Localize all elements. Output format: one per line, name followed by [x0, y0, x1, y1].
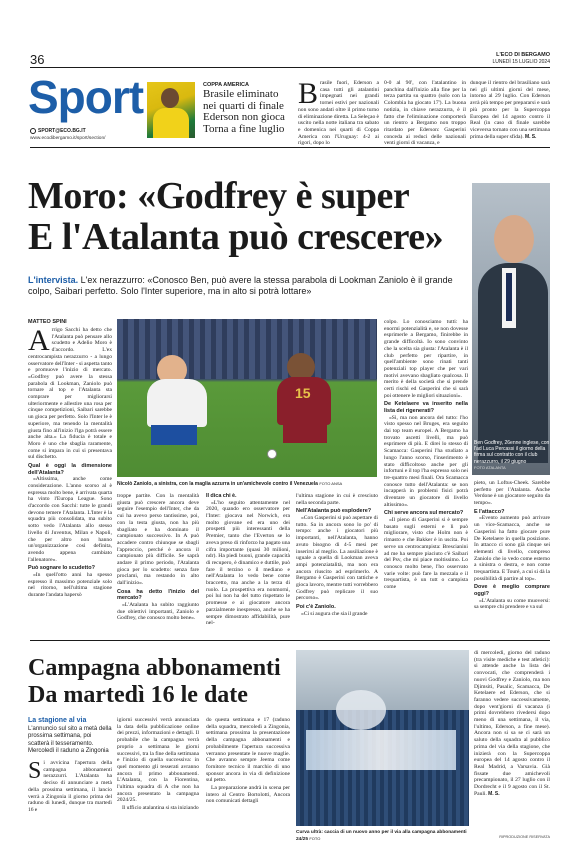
publication-name: L'ECO DI BERGAMO — [496, 52, 550, 58]
portrait-credit: FOTO ATALANTA — [474, 464, 506, 470]
copa-col-1 — [298, 77, 379, 147]
answer-7: «Sì, ma non ancora del tutto: l'ho visto spesso nel Bruges, era seguito dai top team europei. A Bergamo ha trovato ascetti livelli, ma può esprimere di più. E direi lo stesso di Scamacca: Gasperini l'ha studiato a lungo l'anno scorso, l'inserimento è stato difficoltoso anche per gli infortuni e il top l'ha espresso solo nei tre-quattro mesi finali. Ora Scamacca conosce tutto dell'Atalanta: se non incapperà in problemi fisici potrà diventare un giocatore di livello altissimo». — [384, 414, 468, 508]
answer-5: «Con Gasperini si può aspettare di tutto. Sa in ancora sono lo po' di tempo: anche i giocatori più importanti, nell'Atalanta, hanno avuto bisogno di 4-5 mesi per inserirsi al meglio. La ausiliazione è uguale a quella di Lookman aveva ampi potenziatalità, ma non era ancora riuscito ad esprimerlo. A Bergamo è Gasperini con tattiche e gioca lavoro, mentre tutti vorrebbero Godfrey può replicare il suo percorso». — [296, 515, 378, 602]
copa-text-2: 0-0 al 90', con l'atalantino in panchina dall'inizio alla fine per la terza partita su quattro (solo con la Colombia ha giocato 17'). La buona notizia, in chiave nerazzurra, è il fatto che l'eliminazione comporterà un rientro a Bergamo non troppo ritardato per Ederson: Gasperini conceda ai reduci delle nazionali venti giorni di vacanza, e — [384, 80, 466, 147]
ederson-thumbnail — [147, 82, 195, 138]
campaign-kicker: La stagione al via — [28, 717, 87, 724]
answer-4: «L'ho seguito attentamente nel 2020, quando ero osservatore per l'Inter: giocava nel Norwich, era molto giovane ed era uno dei prospetti più interessanti della Premier, tanto che l'Everton se lo aveva preso di rinforzo ha pagato una cifra importante (quasi 30 milioni, ndr). Ha piedi buoni, grande capacità di recupero, è dinamico e duttile, può fare il terzino o il mediano e nell'Atalanta lo vedo bene come braccetto, ma anche a la terza di ruolo. La prospettiva era nonmorni, poi lui non ha del tutto rispettato le promesse e ai giocatore ancora parzialmente inespresso, anche se ha sempre dimostrato affidabilità, pure nel- — [206, 499, 290, 627]
answer-8: «Il pieno di Gasperini si è sempre basato sugli esterni e li può migliorare, visto che Holm non è rimasto e che Bakker è in uscita. Poi serve un centrocampista: Brescianini ad me ha sempre piaciuto c'è Saibari del Psv, che mi piace moltissimo. Lo conosco molto bene, l'ho osservato varie volte: può fare la mezzala e il trequartista, è un tutt o campista come — [384, 517, 468, 591]
question-7: De Ketelaere va inserito nella lista dei rigenerati? — [384, 401, 468, 415]
campaign-col-3 — [206, 717, 290, 842]
interview-col-6 — [474, 480, 550, 628]
campaign-col-1 — [28, 760, 112, 842]
campaign-standfirst: L'annuncio sul sito a metà della prossima settimana, poi scatterà il tesseramento. Mercoledì il raduno a Zingonia — [28, 726, 112, 755]
answer-3: «L'Atalanta ha subito raggiunto due obiettivi importanti, Zaniolo e Godfrey, che conosco molto bene». — [117, 602, 199, 622]
interview-col-2 — [117, 493, 199, 628]
interview-col-4 — [296, 493, 378, 628]
campaign-text-5: La preparazione andrà in scena per intero al Centro Bortolotti, Ancora non comunicati dettagli — [206, 785, 290, 805]
stadium-credit: FOTO — [309, 836, 321, 841]
main-standfirst — [28, 275, 458, 297]
campaign-title-line2: Da martedì 16 le date — [28, 682, 248, 708]
question-10: Dove è meglio comprare oggi? — [474, 584, 550, 598]
main-drop-cap: A — [28, 324, 50, 357]
question-3: Cosa ha detto l'inizio del mercato? — [117, 588, 199, 602]
col4-text: l'ultima stagione in cui è cresciuto nella seconda parte. — [296, 493, 378, 506]
question-5: Nell'Atalanta può esplodere? — [296, 508, 372, 515]
copa-title: Brasile eliminato nei quarti di finale Ederson non gioca Torna a fine luglio — [203, 88, 285, 135]
copa-drop-cap: B — [298, 77, 319, 110]
stadium-caption-text: Curva ultrà: caccia di un nuovo anno per il via alla campagna abbonamenti 24/25 — [296, 830, 467, 842]
byline: MATTEO SPINI — [28, 319, 67, 325]
match-caption — [117, 481, 379, 487]
sport-site[interactable]: www.ecodibergamo.it/sport/section/ — [30, 136, 106, 141]
campaign-text-3: Il ufficio atalantina si sta iniziando — [122, 805, 199, 812]
main-kicker: L'intervista. — [28, 275, 79, 285]
portrait-caption-text: con l'ad Luca Percassi il giorno della firma sul contratto con il club nerazzurro, il 29 giugno — [474, 440, 550, 465]
publication-date: LUNEDÌ 15 LUGLIO 2024 — [492, 59, 550, 65]
answer-9: «Evento aumento può arrivare un vice-Scamacca, anche se Gasperini ha fatto giocare pure De Ketelaere in quella posizione. In attacco ci sono già cinque sei elementi di livello, compreso Zaniolo che io vedo come esterno a sinistra o destra, e non come trequartista. E Touré, a cui si dà la possibilità di partire al top». — [474, 515, 550, 582]
match-credit: FOTO ANSA — [319, 481, 343, 486]
answer-2: «In quell'otto anni ha spesso espresso il massimo potenziale solo nel ritorno, nell'ultima stagione durante l'andata hapersò — [28, 571, 112, 599]
stadium-photo — [296, 650, 469, 826]
campaign-text-6: di mercoledì, giorno del raduno (tra visite mediche e test atletici): si attende anche la lista dei convocati, che comprenderà i nuovi Godfrey e Zaniolo, ma non Djimsiti, Pasalic, Scamacca, De Ketelaere ed Ederson, che si faranno vedere successivamente, dopo vent'giorni di vacanza (i primi dovrebbero rivedersi dopo meno di una settimana, il via, l'ultimo, Ederson, a fine mese). Ancora non si sa se ci sarà un saluto della squadra al pubblico prima del via della stagione, che inizierà con la Supercoppa europea del 14 agosto contro il Real Madrid, a Varsavia. Già fissate due amichevoli precampionato, il 27 luglio con il Dordrecht e il 9 agosto con il St. Pauli. — [474, 650, 550, 797]
page-number: 36 — [30, 52, 45, 67]
answer-10: «L'Atalanta su come muoversi: sa sempre chi prendere e va sul — [474, 597, 550, 611]
question-1: Qual è oggi la dimensione dell'Atalanta? — [28, 463, 112, 476]
copa-kicker: COPPA AMERICA — [203, 82, 249, 88]
match-caption-text: Nicolò Zaniolo, a sinistra, con la maglia azzurra in un'amichevole contro il Venezuela — [117, 481, 318, 487]
campaign-sign: M. S. — [488, 790, 500, 797]
answer-1: «Altissima, anche come considerazione. L'anno scorso al è espressa molto bene, è arrivata quarta ha vinto l'Europa League. Sono d'accordo con Sacchi: tutte le grandi devono temere l'Atalanta. L'Inter è la squadra più consolidata, ma subito sotto vedo l'Atalanta allo stesso livello di Juventus, Milan e Napoli, che per altro non hanno un'organizzazione così definita, avendo appena cambiato l'allenatore». — [28, 476, 112, 563]
portrait-caption-title: Ben Godfrey, 26enne inglese, — [474, 440, 540, 446]
sport-email[interactable]: SPORT@ECO.BG.IT — [38, 128, 86, 134]
player-number: 15 — [295, 385, 311, 401]
interview-col-3 — [206, 493, 290, 628]
header-rule — [30, 67, 550, 68]
question-2: Può sognare lo scudetto? — [28, 565, 95, 572]
interview-col-5 — [384, 319, 468, 627]
eco-logo-icon — [30, 128, 36, 134]
reproduction-note: RIPRODUZIONE RISERVATA — [499, 835, 550, 839]
section-title: Sport — [28, 71, 144, 123]
intro-text: rrigo Sacchi ha detto che l'Atalanta può pensare allo scudetto e Adelio Moro è d'accordo. L'ex centrocampista nerazzurro - a lungo osservatore dell'Inter - si aspetta tanto e promuove l'inizio di mercato. «Godfrey può avere la stessa parabola di Lookman, Zaniolo può tornare al top e l'Atalanta sta comprare per migliorarsi ulteriormente e allestire una rosa per cinque competizioni, Saibari sarebbe un gioca per perfetto. Solo l'Inter le è superiore, ma tenendo la mentalità giusta fino all'inizio l'lga potrà essere anche alta.» La fiducia è totale e Moro è uno che sbaglia raramente, come si impara in cui si presentava sul dischetto. — [28, 327, 112, 461]
stadium-caption — [296, 830, 470, 843]
col5-text: colpo. Lo conosciamo tutti: ha enormi potenzialità e, se non dovesse esprimerle a Bergamo, finirebbe in grande difficoltà. Io sono convinto che la scelta sia giusta: l'Atalanta è il club perfetto per ripartire, in quell'ambiente sono rinati tanti potenziali top player che per vari motivi avevano sbagliato qualcosa. Il merito è della società che si prende certi rischi ed Gasperini che si sarà poi ottenere le migliori situazioni». — [384, 319, 468, 399]
godfrey-portrait-photo — [472, 183, 550, 475]
copa-col-2 — [384, 80, 466, 147]
campaign-text-4: do questa settimana e 17 (raduno della squadra, mercoledì a Zingonia, settimana prossima la presentazione della campagna abbonamenti e probabilmente l'apertura successiva verranno presentate le nuove maglie. Che avranno sempre Jeema come fornitore tecnico il marchio di uno sponsor ancora in via di definizione sul petto. — [206, 717, 290, 784]
ball-icon — [267, 449, 277, 459]
section-divider — [30, 640, 550, 641]
match-photo — [117, 319, 377, 477]
campaign-col-4 — [474, 650, 550, 830]
intro-column — [28, 324, 112, 627]
answer-6: «Ci si augura che sia il grande — [301, 610, 368, 617]
col6-text: pieto, un Loftus-Cheek. Sarebbe perfetto per l'Atalanta. Anche Verdone è un giocatore seguito da tempo». — [474, 480, 550, 507]
campaign-title-line1: Campagna abbonamenti — [28, 655, 281, 681]
question-8: Chi serve ancora sul mercato? — [384, 510, 464, 517]
copa-col-3 — [470, 80, 550, 142]
portrait-caption — [474, 440, 550, 471]
campaign-text-1: i avvicina l'apertura della campagna abbonamenti nerazzurri. L'Atalanta ha deciso di annunciare a metà della prossima settimana, il lancio verrà a Zingonia il giorno prima del raduno di lunedì, dunque tra martedì 16 e — [28, 760, 112, 813]
copa-sign: M. S. — [524, 133, 537, 140]
campaign-col-2 — [117, 717, 199, 842]
campaign-text-2: igiorni successivi verrà annunciata la data della pubblicazione online dei prezzi, informazioni e dettagli. Il probabile che la campagna verrà proprio a settimana le giorni successivi, tra la fine della settimana e l'inizio di quella successiva: in quel momento gli tesserati avranno ancora il primo abbonamenti. L'Atalanta, con la Fiorentina, l'ultima squadra di A che non ha ancora presentato la campagna 2024/25. — [117, 717, 199, 804]
question-6: Poi c'è Zaniolo. — [296, 604, 336, 611]
main-title-line2: E l'Atalanta può crescere» — [28, 216, 444, 258]
campaign-drop-cap: S — [28, 758, 42, 784]
copa-text-1: rasile fuori, Ederson a casa tutti gli atalantini impegnati nei grandi tornei estivi per nazionali non sono andati oltre il primo turno di eliminazione diretta. La Seleçao è uscito nella notte italiana tra sabato e domenica nei quarti di Coppa America con l'Uruguay: 4-2 ai rigori, dopo lo — [298, 80, 379, 147]
copa-text-3: dunque il rientro del brasiliano sarà nei gli ultimi giorni del mese, intorno al 29 luglio. Con Ederson avrà più tempo per prepararsi e sarà più pronto per la Supercoppa Europea del 14 agosto contro il Real (in caso di finale sarebbe viceversa tornato con una settimana prima della super sfida). — [470, 80, 550, 140]
main-title-line1: Moro: «Godfrey è super — [28, 175, 410, 217]
col2-text: troppe partite. Con la mentalità giusta può crescere ancora deve seguire l'esempio dell'Inter, che da cui ha avevo perso tantissime, poi, con la testa giusta, non ha più sbagliato e ha dominato il campionato successivo. In A può accadere contro chiunque se sbagli l'approccio, perché è ancora il campionato più difficile. Se saprà andare il primo periodo, l'Atalanta gioca per lo scudetto: senza fare proclami, ma restando in alto dall'inizio». — [117, 493, 199, 587]
question-9: E l'attacco? — [474, 508, 505, 515]
main-standfirst-text: L'ex nerazzurro: «Conosco Ben, può avere la stessa parabola di Lookman Zaniolo è il grande colpo, Saibari perfetto. Solo l'Inter superiore, ma in alto si potrà lottare» — [28, 275, 453, 296]
copa-divider — [30, 147, 550, 148]
question-4: Il dica chi è. — [206, 493, 237, 499]
